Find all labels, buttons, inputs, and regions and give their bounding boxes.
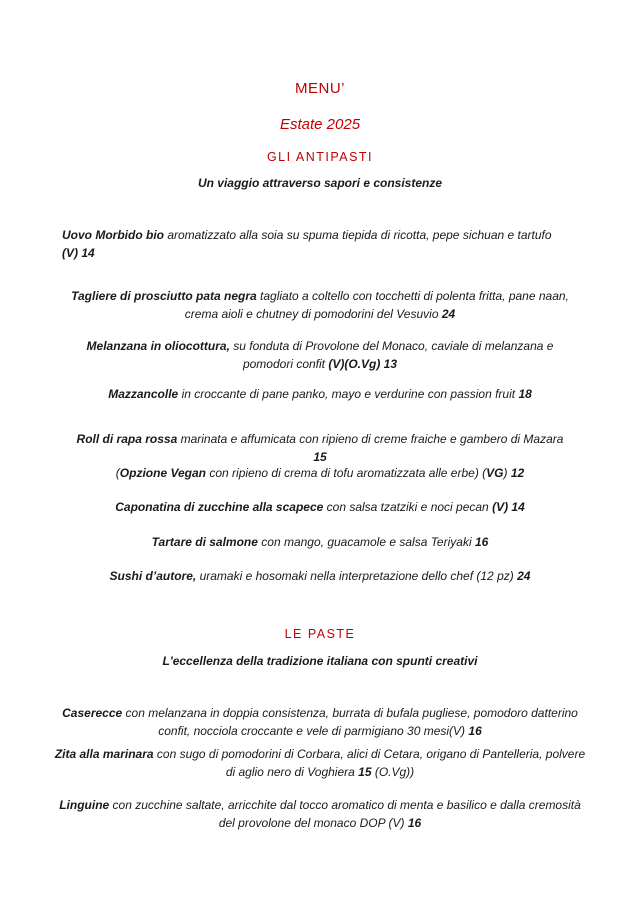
dish-roll-rapa-rossa [40,430,600,466]
dish-name: Roll di rapa rossa [76,432,178,446]
antipasti-subtitle: Un viaggio attraverso sapori e consistenze [197,176,443,190]
dish-price: 14 [508,500,525,514]
dish-description: con mango, guacamole e salsa Teriyaki [257,535,475,549]
dish-name: Zita alla marinara [54,747,154,761]
dish-tartare-salmone [40,533,600,551]
season-title: Estate 2025 [279,116,361,133]
dish-tag: (V) [492,500,509,514]
paste-subtitle: L'eccellenza della tradizione italiana con spunti creativi [162,654,478,668]
dish-name: Melanzana in oliocottura, [86,339,230,353]
dish-caserecce [62,704,578,740]
dish-linguine [58,796,582,832]
dish-name: Sushi d’autore, [109,569,197,583]
dish-name: Uovo Morbido bio [62,228,164,242]
dish-price: 15 [313,450,327,464]
dish-description: uramaki e hosomaki nella interpretazione dello chef (12 pz) [196,569,518,583]
dish-description: con sugo di pomodorini di Corbara, alici di Cetara, origano di Pantelleria, polvere di aglio nero di Voghiera [153,747,586,779]
dish-price: 24 [517,569,531,583]
dish-name: Tagliere di prosciutto pata negra [71,289,257,303]
dish-description: aromatizzato alla soia su spuma tiepida di ricotta, pepe sichuan e tartufo [163,228,552,242]
dish-tag: (V)(O.Vg) [328,357,381,371]
option-name: Opzione Vegan [119,466,207,480]
dish-melanzana-oliocottura [62,337,578,373]
dish-description: con salsa tzatziki e noci pecan [323,500,493,514]
option-tag: VG [486,466,504,480]
dish-description: con melanzana in doppia consistenza, burrata di bufala pugliese, pomodoro datterino confit, nocciola croccante e vele di parmigiano 30 mesi(V) [122,706,578,738]
option-price: 12 [510,466,525,480]
option-paren-close: ) [503,466,511,480]
dish-uovo-morbido [62,226,562,262]
dish-price: 13 [380,357,398,371]
dish-price: 16 [407,816,422,830]
dish-price: 18 [518,387,532,401]
dish-price: 24 [441,307,456,321]
option-description: con ripieno di crema di tofu aromatizzata alle erbe) ( [206,466,487,480]
dish-description: su fonduta di Provolone del Monaco, caviale di melanzana e pomodori confit [229,339,554,371]
dish-caponatina [40,498,600,516]
dish-sushi-autore [40,567,600,585]
dish-name: Caserecce [62,706,123,720]
dish-description: con zucchine saltate, arricchite dal tocco aromatico di menta e basilico e dalla cremosità del provolone del monaco DOP (V) [109,798,581,830]
dish-description: in croccante di pane panko, mayo e verdurine con passion fruit [178,387,519,401]
paste-heading: LE PASTE [284,627,356,641]
dish-tag: (V) [62,246,78,260]
dish-name: Mazzancolle [108,387,179,401]
dish-price: 14 [78,246,95,260]
dish-description: tagliato a coltello con tocchetti di polenta fritta, pane naan, crema aioli e chutney di pomodorini del Vesuvio [184,289,569,321]
dish-price: 16 [474,535,489,549]
antipasti-heading: GLI ANTIPASTI [266,150,374,164]
option-paren: ( [115,466,120,480]
dish-name: Tartare di salmone [151,535,258,549]
dish-description: marinata e affumicata con ripieno di creme fraiche e gambero di Mazara [177,432,564,446]
menu-title: MENU’ [295,80,345,97]
dish-tagliere-prosciutto [58,287,582,323]
dish-zita-marinara [50,745,590,781]
dish-mazzancolle [40,385,600,403]
dish-name: Caponatina di zucchine alla scapece [115,500,324,514]
dish-roll-vegan-option [40,464,600,482]
dish-name: Linguine [59,798,110,812]
dish-tail: (O.Vg)) [371,765,415,779]
dish-price: 15 [358,765,372,779]
dish-price: 16 [468,724,482,738]
